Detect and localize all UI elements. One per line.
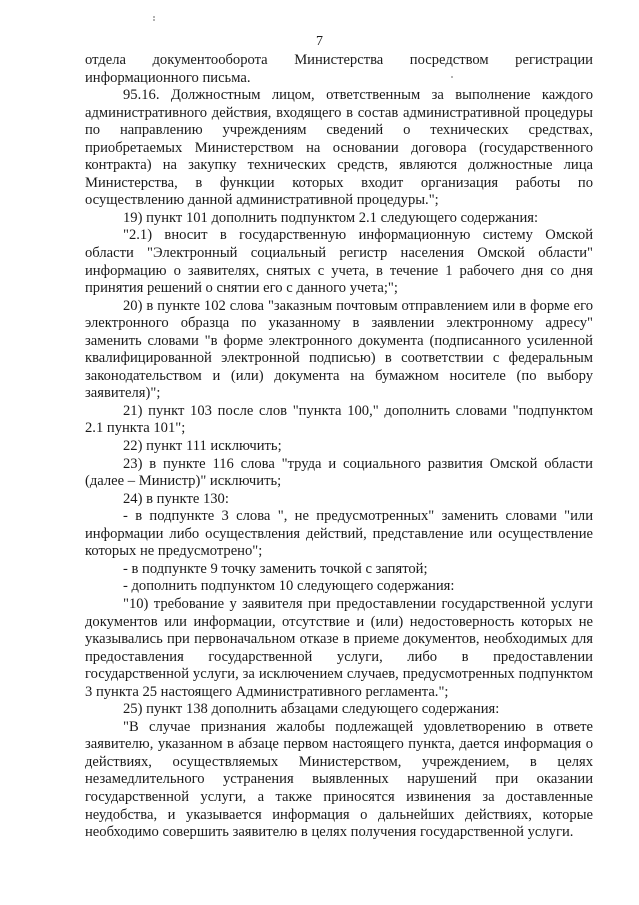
paragraph-p03: 19) пункт 101 дополнить подпунктом 2.1 следующего содержания:	[123, 209, 539, 226]
paragraph-p09: 24) в пункте 130:	[123, 490, 229, 507]
paragraph-p01: отдела документооборота Министерства посредством регистрации информационного письма.	[85, 52, 593, 86]
paragraph-p14: 25) пункт 138 дополнить абзацами следующего содержания:	[123, 701, 500, 718]
paragraph-p15: "В случае признания жалобы подлежащей удовлетворению в ответе заявителю, указанном в абзаце первом настоящего пункта, дается информация о действиях, осуществляемых Министерством, учреждением, в целях незамедлительного устранения выявленных нарушений при оказании государственной услуги, а также приносятся извинения за доставленные неудобства, и указывается информация о дальнейших действиях, которые необходимо совершить заявителю в целях получения государственной услуги.	[85, 718, 593, 841]
scan-speck	[153, 16, 155, 18]
paragraph-p05: 20) в пункте 102 слова "заказным почтовым отправлением или в форме его электронного образца по указанному в заявлении электронному адресу" заменить словами "в форме электронного документа (подписанного усиленной квалифицированной электронной подписью) в соответствии с федеральным законодательством и (или) документа на бумажном носителе (по выбору заявителя)";	[85, 297, 593, 402]
paragraph-p13: "10) требование у заявителя при предоставлении государственной услуги документов или информации, отсутствие и (или) недостоверность которых не указывались при первоначальном отказе в приеме документов, необходимых для предоставления государственной услуги, либо в предоставлении государственной услуги, за исключением случаев, предусмотренных подпунктом 3 пункта 25 настоящего Административного регламента.";	[85, 595, 593, 700]
paragraph-p11: - в подпункте 9 точку заменить точкой с запятой;	[123, 560, 428, 577]
scan-speck	[153, 19, 155, 21]
paragraph-p02: 95.16. Должностным лицом, ответственным за выполнение каждого административного действия, входящего в состав административной процедуры по направлению учреждениям сведений о технических средствах, приобретаемых Министерством на основании договора (государственного контракта) на закупку технических средств, являются должностные лица Министерства, в функции которых входит организация работы по осуществлению данной административной процедуры.";	[85, 87, 593, 209]
scan-speck	[451, 76, 453, 78]
paragraph-p08: 23) в пункте 116 слова "труда и социального развития Омской области (далее – Министр)" исключить;	[85, 455, 593, 490]
paragraph-p12: - дополнить подпунктом 10 следующего содержания:	[123, 578, 455, 595]
paragraph-p10: - в подпункте 3 слова ", не предусмотренных" заменить словами "или информации либо осуществления действий, представление или осуществление которых не предусмотрено";	[85, 508, 593, 560]
paragraph-p04: "2.1) вносит в государственную информационную систему Омской области "Электронный социальный регистр населения Омской области" информацию о заявителях, снятых с учета, в течение 1 рабочего дня со дня принятия решений о снятии его с данного учета;";	[85, 227, 593, 297]
page-number: 7	[316, 34, 323, 49]
paragraph-p06: 21) пункт 103 после слов "пункта 100," дополнить словами "подпунктом 2.1 пункта 101";	[85, 402, 593, 437]
document-body	[85, 52, 593, 842]
paragraph-p07: 22) пункт 111 исключить;	[123, 438, 282, 455]
